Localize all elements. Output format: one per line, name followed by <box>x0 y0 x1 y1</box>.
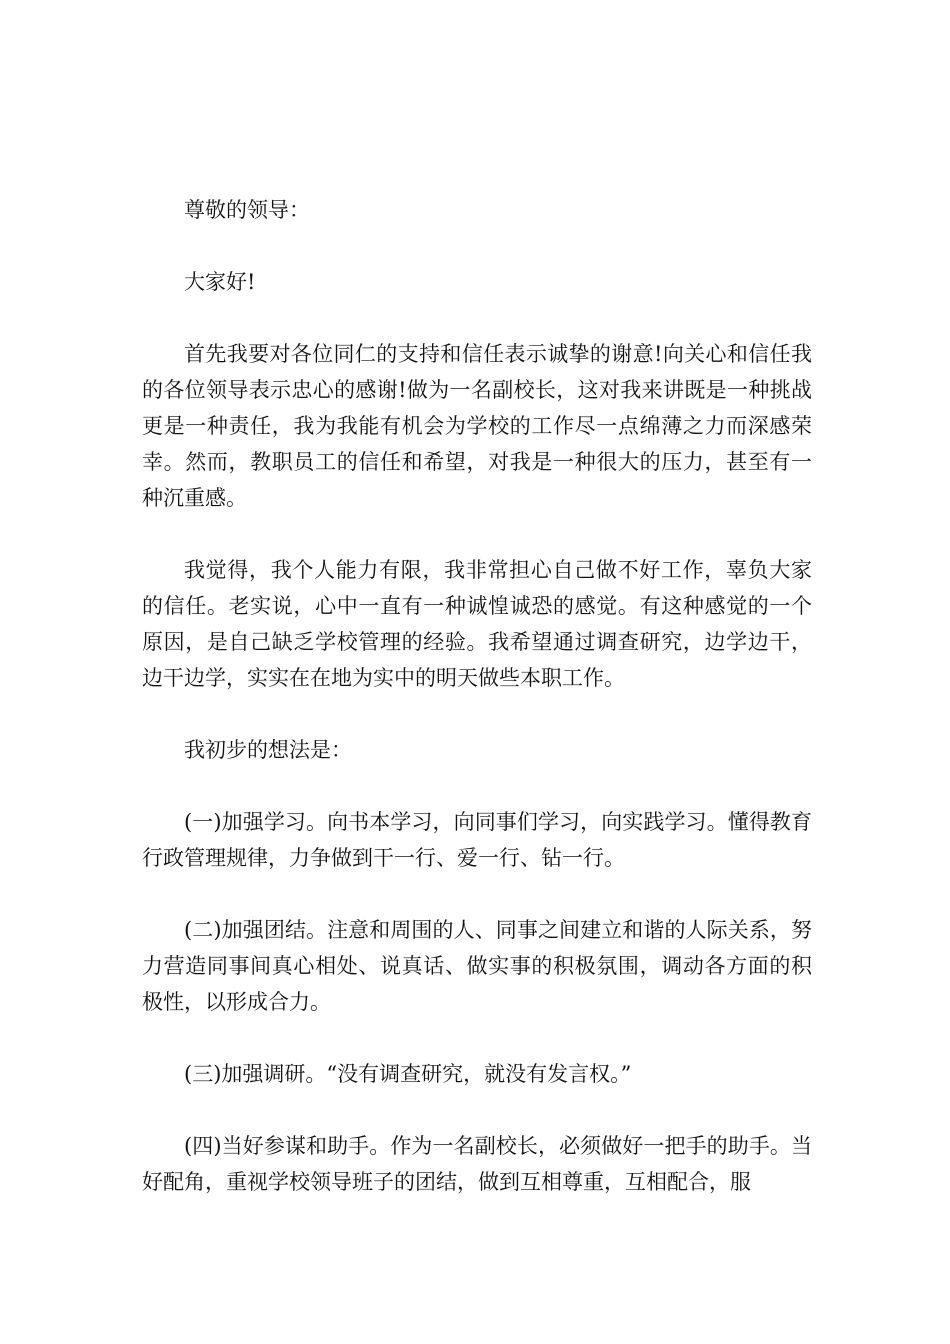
hello-line: 大家好! <box>184 270 256 294</box>
paragraph-item-3: (三)加强调研。“没有调查研究，就没有发言权。” <box>184 1062 632 1086</box>
paragraph-item-1: (一)加强学习。向书本学习，向同事们学习，向实践学习。懂得教育行政管理规律，力争做到干一行、爱一行、钻一行。 <box>142 810 812 870</box>
document-body <box>142 192 812 1236</box>
paragraph-ideas-intro: 我初步的想法是： <box>184 738 352 762</box>
greeting-line: 尊敬的领导： <box>184 198 310 222</box>
paragraph-concerns: 我觉得，我个人能力有限，我非常担心自己做不好工作，辜负大家的信任。老实说，心中一直有一种诚惶诚恐的感觉。有这种感觉的一个原因，是自己缺乏学校管理的经验。我希望通过调查研究，边学边干，边干边学，实实在在地为实中的明天做些本职工作。 <box>142 558 812 690</box>
paragraph-item-2: (二)加强团结。注意和周围的人、同事之间建立和谐的人际关系，努力营造同事间真心相处、说真话、做实事的积极氛围，调动各方面的积极性，以形成合力。 <box>142 918 812 1014</box>
paragraph-item-4: (四)当好参谋和助手。作为一名副校长，必须做好一把手的助手。当好配角，重视学校领导班子的团结，做到互相尊重，互相配合，服 <box>142 1134 812 1194</box>
paragraph-thanks: 首先我要对各位同仁的支持和信任表示诚挚的谢意!向关心和信任我的各位领导表示忠心的感谢!做为一名副校长，这对我来讲既是一种挑战更是一种责任，我为我能有机会为学校的工作尽一点绵薄之力而深感荣幸。然而，教职员工的信任和希望，对我是一种很大的压力，甚至有一种沉重感。 <box>142 342 812 510</box>
